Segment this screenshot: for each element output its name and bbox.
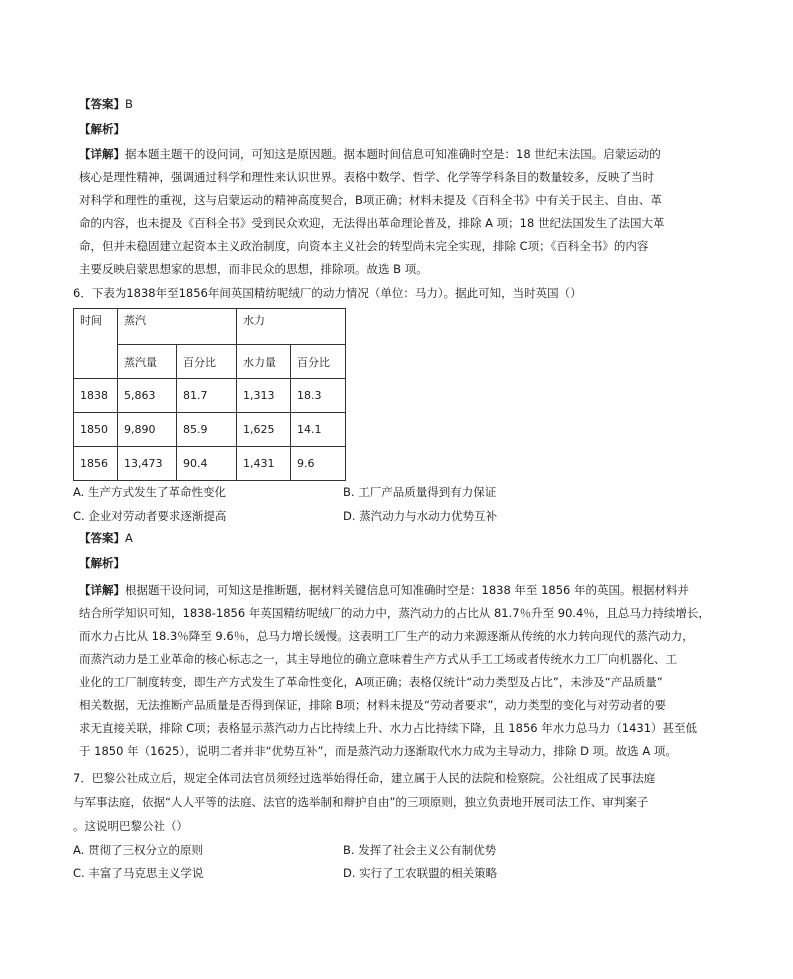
q6-detail-line-7: 于 1850 年（1625），说明二者并非“优势互补”，而是蒸汽动力逐渐取代水力成为主导动力，排除 D 项。故选 A 项。 xyxy=(79,744,677,758)
q6-question: 6．下表为1838年至1856年间英国精纺呢绒厂的动力情况（单位：马力）。据此可知，当时英国（） xyxy=(73,286,582,300)
cell-water: 1,625 xyxy=(237,413,291,447)
cell-water: 1,431 xyxy=(237,447,291,481)
q6-option-c: C. 企业对劳动者要求逐渐提高 xyxy=(73,509,227,523)
header-steam: 蒸汽 xyxy=(118,309,237,345)
table-row xyxy=(74,447,346,481)
answer-value: A xyxy=(125,531,133,545)
header-time: 时间 xyxy=(74,309,118,379)
cell-year: 1856 xyxy=(74,447,118,481)
power-table xyxy=(73,308,346,481)
q6-detail-line-1: 结合所学知识可知，1838-1856 年英国精纺呢绒厂的动力中，蒸汽动力的占比从 81.7％升至 90.4％，且总马力持续增长， xyxy=(79,606,710,620)
cell-steam: 9,890 xyxy=(118,413,177,447)
cell-year: 1838 xyxy=(74,379,118,413)
detail-label: 【详解】 xyxy=(79,147,125,161)
q7-option-d: D. 实行了工农联盟的相关策略 xyxy=(343,866,498,880)
q6-analysis-label: 【解析】 xyxy=(79,556,125,570)
q6-detail-line-5: 相关数据，无法推断产品质量是否得到保证，排除 B项；材料未提及“劳动者要求”，动力类型的变化与对劳动者的要 xyxy=(79,698,666,712)
header-water: 水力 xyxy=(237,309,346,345)
answer-value: B xyxy=(125,97,133,111)
q7-question-line-2: 。这说明巴黎公社（） xyxy=(73,819,188,833)
cell-steam: 5,863 xyxy=(118,379,177,413)
cell-year: 1850 xyxy=(74,413,118,447)
q7-option-c: C. 丰富了马克思主义学说 xyxy=(73,866,204,880)
cell-steam-pct: 81.7 xyxy=(177,379,237,413)
q5-analysis-label: 【解析】 xyxy=(79,122,125,136)
detail-text: 据本题主题干的设问词，可知这是原因题。据本题时间信息可知准确时空是：18 世纪末法国。启蒙运动的 xyxy=(125,147,661,161)
q5-detail-line-0 xyxy=(79,146,661,162)
q7-option-a: A. 贯彻了三权分立的原则 xyxy=(73,843,203,857)
q7-question-line-0: 7．巴黎公社成立后，规定全体司法官员须经过选举始得任命，建立属于人民的法院和检察院。公社组成了民事法庭 xyxy=(73,771,656,785)
q5-detail-line-1: 核心是理性精神，强调通过科学和理性来认识世界。表格中数学、哲学、化学等学科条目的数量较多，反映了当时 xyxy=(79,170,654,184)
q5-detail-line-4: 命，但并未稳固建立起资本主义政治制度，向资本主义社会的转型尚未完全实现，排除 C项；《百科全书》的内容 xyxy=(79,239,649,253)
q5-answer xyxy=(79,96,133,112)
q5-detail-line-3: 命的内容，也未提及《百科全书》受到民众欢迎，无法得出革命理论普及，排除 A 项；18 世纪法国发生了法国大革 xyxy=(79,216,665,230)
header-water-amount: 水力量 xyxy=(237,345,291,379)
q5-detail-line-5: 主要反映启蒙思想家的思想，而非民众的思想，排除项。故选 B 项。 xyxy=(79,262,428,276)
q7-question-line-1: 与军事法庭，依据“人人平等的法庭、法官的选举制和辩护自由”的三项原则，独立负责地开展司法工作、审判案子 xyxy=(73,795,649,809)
q6-detail-line-3: 而蒸汽动力是工业革命的核心标志之一，其主导地位的确立意味着生产方式从手工工场或者传统水力工厂向机器化、工 xyxy=(79,652,677,666)
cell-steam: 13,473 xyxy=(118,447,177,481)
header-steam-amount: 蒸汽量 xyxy=(118,345,177,379)
answer-label: 【答案】 xyxy=(79,531,125,545)
q6-detail-line-0 xyxy=(79,582,689,598)
cell-water-pct: 9.6 xyxy=(291,447,346,481)
q5-detail-line-2: 对科学和理性的重视，这与启蒙运动的精神高度契合，B项正确；材料未提及《百科全书》中有关于民主、自由、革 xyxy=(79,193,662,207)
detail-text: 根据题干设问词，可知这是推断题，据材料关键信息可知准确时空是：1838 年至 1856 年的英国。根据材料并 xyxy=(125,583,689,597)
detail-label: 【详解】 xyxy=(79,583,125,597)
table-row xyxy=(74,413,346,447)
q6-answer xyxy=(79,530,133,546)
q6-option-d: D. 蒸汽动力与水动力优势互补 xyxy=(343,509,498,523)
q6-option-b: B. 工厂产品质量得到有力保证 xyxy=(343,485,497,499)
cell-water-pct: 14.1 xyxy=(291,413,346,447)
answer-label: 【答案】 xyxy=(79,97,125,111)
q7-option-b: B. 发挥了社会主义公有制优势 xyxy=(343,843,497,857)
q6-detail-line-2: 而水力占比从 18.3％降至 9.6％，总马力增长缓慢。这表明工厂生产的动力来源逐渐从传统的水力转向现代的蒸汽动力， xyxy=(79,629,694,643)
table-row xyxy=(74,379,346,413)
q6-option-a: A. 生产方式发生了革命性变化 xyxy=(73,485,226,499)
cell-water: 1,313 xyxy=(237,379,291,413)
cell-steam-pct: 85.9 xyxy=(177,413,237,447)
cell-water-pct: 18.3 xyxy=(291,379,346,413)
q6-detail-line-4: 业化的工厂制度转变，即生产方式发生了革命性变化，A项正确；表格仅统计“动力类型及占比”，未涉及“产品质量” xyxy=(79,675,663,689)
header-steam-pct: 百分比 xyxy=(177,345,237,379)
cell-steam-pct: 90.4 xyxy=(177,447,237,481)
header-water-pct: 百分比 xyxy=(291,345,346,379)
q6-detail-line-6: 求无直接关联，排除 C项；表格显示蒸汽动力占比持续上升、水力占比持续下降，且 1856 年水力总马力（1431）甚至低 xyxy=(79,721,698,735)
